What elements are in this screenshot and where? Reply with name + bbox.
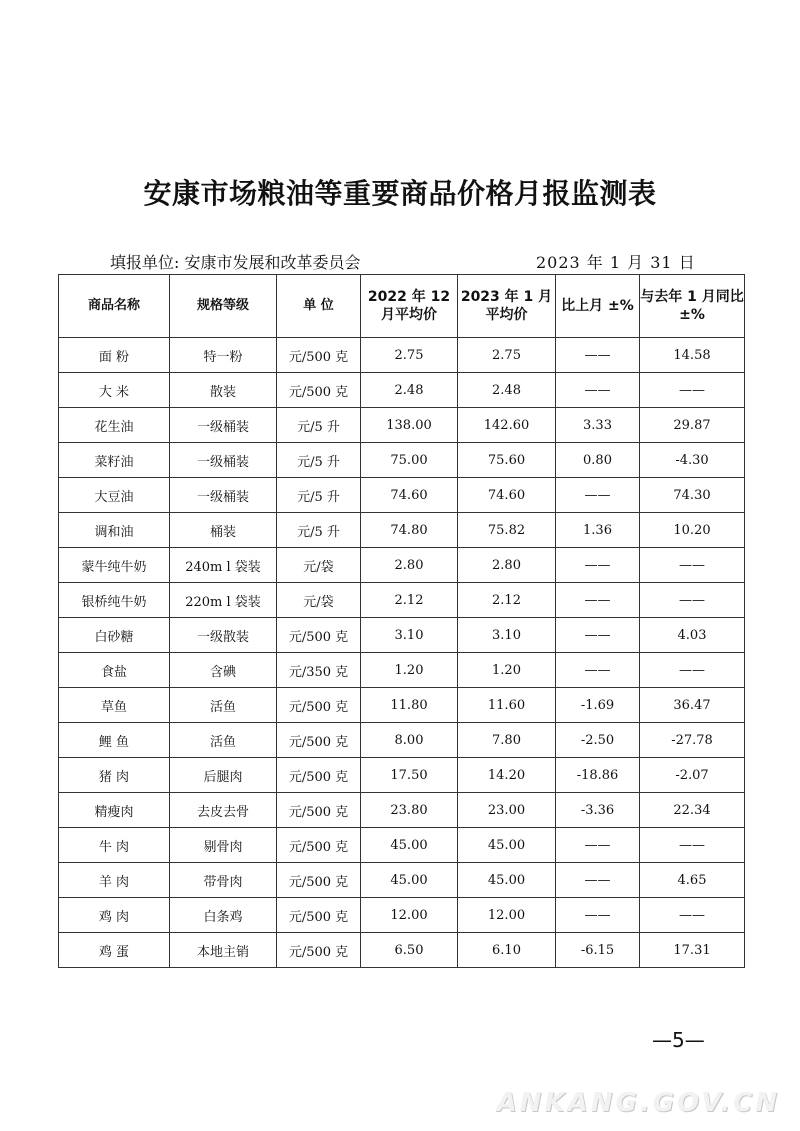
- cell-jan-2023-price: 14.20: [458, 758, 556, 793]
- cell-spec-grade: 剔骨肉: [170, 828, 277, 863]
- cell-unit: 元/500 克: [277, 898, 361, 933]
- cell-jan-2023-price: 2.48: [458, 373, 556, 408]
- cell-jan-2023-price: 45.00: [458, 863, 556, 898]
- cell-product-name: 蒙牛纯牛奶: [59, 548, 170, 583]
- cell-yoy-change: 17.31: [640, 933, 745, 968]
- cell-mom-change: -2.50: [556, 723, 640, 758]
- cell-product-name: 大豆油: [59, 478, 170, 513]
- cell-spec-grade: 一级散装: [170, 618, 277, 653]
- cell-yoy-change: 14.58: [640, 338, 745, 373]
- cell-jan-2023-price: 7.80: [458, 723, 556, 758]
- cell-mom-change: 1.36: [556, 513, 640, 548]
- cell-dec-2022-price: 1.20: [361, 653, 458, 688]
- cell-unit: 元/500 克: [277, 338, 361, 373]
- table-row: [59, 338, 745, 373]
- cell-mom-change: 3.33: [556, 408, 640, 443]
- cell-jan-2023-price: 23.00: [458, 793, 556, 828]
- cell-dec-2022-price: 17.50: [361, 758, 458, 793]
- cell-spec-grade: 220m l 袋装: [170, 583, 277, 618]
- cell-yoy-change: 4.03: [640, 618, 745, 653]
- cell-mom-change: -6.15: [556, 933, 640, 968]
- cell-jan-2023-price: 2.75: [458, 338, 556, 373]
- cell-jan-2023-price: 74.60: [458, 478, 556, 513]
- cell-yoy-change: -2.07: [640, 758, 745, 793]
- table-row: [59, 723, 745, 758]
- cell-mom-change: ——: [556, 898, 640, 933]
- header-spec-grade: 规格等级: [170, 275, 277, 338]
- cell-mom-change: ——: [556, 548, 640, 583]
- cell-jan-2023-price: 2.12: [458, 583, 556, 618]
- cell-mom-change: -18.86: [556, 758, 640, 793]
- cell-spec-grade: 特一粉: [170, 338, 277, 373]
- cell-spec-grade: 后腿肉: [170, 758, 277, 793]
- page-number: —5—: [652, 1028, 705, 1052]
- cell-yoy-change: 29.87: [640, 408, 745, 443]
- cell-dec-2022-price: 11.80: [361, 688, 458, 723]
- table-row: [59, 583, 745, 618]
- cell-unit: 元/500 克: [277, 933, 361, 968]
- cell-unit: 元/500 克: [277, 758, 361, 793]
- reporting-unit: 填报单位: 安康市发展和改革委员会: [110, 253, 361, 272]
- cell-yoy-change: ——: [640, 583, 745, 618]
- cell-jan-2023-price: 45.00: [458, 828, 556, 863]
- cell-dec-2022-price: 74.60: [361, 478, 458, 513]
- table-row: [59, 653, 745, 688]
- table-row: [59, 688, 745, 723]
- cell-jan-2023-price: 3.10: [458, 618, 556, 653]
- cell-mom-change: ——: [556, 828, 640, 863]
- cell-spec-grade: 活鱼: [170, 723, 277, 758]
- cell-mom-change: ——: [556, 478, 640, 513]
- cell-dec-2022-price: 3.10: [361, 618, 458, 653]
- cell-dec-2022-price: 2.75: [361, 338, 458, 373]
- cell-unit: 元/500 克: [277, 618, 361, 653]
- table-row: [59, 863, 745, 898]
- cell-yoy-change: 74.30: [640, 478, 745, 513]
- cell-yoy-change: 4.65: [640, 863, 745, 898]
- table-row: [59, 618, 745, 653]
- cell-dec-2022-price: 138.00: [361, 408, 458, 443]
- cell-yoy-change: -27.78: [640, 723, 745, 758]
- cell-mom-change: ——: [556, 373, 640, 408]
- cell-yoy-change: ——: [640, 548, 745, 583]
- cell-product-name: 银桥纯牛奶: [59, 583, 170, 618]
- cell-unit: 元/500 克: [277, 723, 361, 758]
- site-watermark: ANKANG.GOV.CN: [496, 1088, 780, 1118]
- cell-mom-change: ——: [556, 338, 640, 373]
- table-row: [59, 373, 745, 408]
- cell-jan-2023-price: 11.60: [458, 688, 556, 723]
- cell-unit: 元/5 升: [277, 478, 361, 513]
- cell-unit: 元/500 克: [277, 863, 361, 898]
- table-row: [59, 478, 745, 513]
- cell-jan-2023-price: 75.60: [458, 443, 556, 478]
- cell-dec-2022-price: 45.00: [361, 863, 458, 898]
- cell-dec-2022-price: 23.80: [361, 793, 458, 828]
- cell-product-name: 精瘦肉: [59, 793, 170, 828]
- header-yoy-change: 与去年 1 月同比±%: [640, 275, 745, 338]
- cell-yoy-change: 10.20: [640, 513, 745, 548]
- cell-jan-2023-price: 75.82: [458, 513, 556, 548]
- header-jan-2023-avg: 2023 年 1 月平均价: [458, 275, 556, 338]
- cell-unit: 元/500 克: [277, 793, 361, 828]
- cell-unit: 元/5 升: [277, 408, 361, 443]
- cell-unit: 元/袋: [277, 583, 361, 618]
- document-title: 安康市场粮油等重要商品价格月报监测表: [143, 177, 657, 210]
- cell-mom-change: ——: [556, 653, 640, 688]
- cell-product-name: 食盐: [59, 653, 170, 688]
- cell-unit: 元/5 升: [277, 513, 361, 548]
- cell-dec-2022-price: 45.00: [361, 828, 458, 863]
- cell-product-name: 鲤 鱼: [59, 723, 170, 758]
- cell-product-name: 大 米: [59, 373, 170, 408]
- cell-spec-grade: 含碘: [170, 653, 277, 688]
- cell-unit: 元/350 克: [277, 653, 361, 688]
- cell-unit: 元/500 克: [277, 373, 361, 408]
- table-row: [59, 793, 745, 828]
- cell-yoy-change: ——: [640, 653, 745, 688]
- cell-jan-2023-price: 6.10: [458, 933, 556, 968]
- cell-product-name: 白砂糖: [59, 618, 170, 653]
- cell-dec-2022-price: 6.50: [361, 933, 458, 968]
- report-date: 2023 年 1 月 31 日: [536, 253, 696, 272]
- cell-yoy-change: ——: [640, 373, 745, 408]
- cell-spec-grade: 去皮去骨: [170, 793, 277, 828]
- cell-mom-change: ——: [556, 618, 640, 653]
- header-mom-change: 比上月 ±%: [556, 275, 640, 338]
- table-row: [59, 513, 745, 548]
- cell-yoy-change: 36.47: [640, 688, 745, 723]
- cell-product-name: 羊 肉: [59, 863, 170, 898]
- cell-spec-grade: 240m l 袋装: [170, 548, 277, 583]
- cell-yoy-change: ——: [640, 828, 745, 863]
- cell-spec-grade: 一级桶装: [170, 478, 277, 513]
- header-product-name: 商品名称: [59, 275, 170, 338]
- cell-mom-change: -3.36: [556, 793, 640, 828]
- cell-mom-change: ——: [556, 583, 640, 618]
- cell-product-name: 草鱼: [59, 688, 170, 723]
- cell-yoy-change: ——: [640, 898, 745, 933]
- cell-unit: 元/5 升: [277, 443, 361, 478]
- cell-dec-2022-price: 8.00: [361, 723, 458, 758]
- cell-product-name: 猪 肉: [59, 758, 170, 793]
- table-row: [59, 408, 745, 443]
- cell-spec-grade: 一级桶装: [170, 443, 277, 478]
- cell-product-name: 牛 肉: [59, 828, 170, 863]
- cell-spec-grade: 散装: [170, 373, 277, 408]
- cell-dec-2022-price: 74.80: [361, 513, 458, 548]
- cell-jan-2023-price: 2.80: [458, 548, 556, 583]
- table-row: [59, 898, 745, 933]
- cell-dec-2022-price: 12.00: [361, 898, 458, 933]
- header-unit: 单 位: [277, 275, 361, 338]
- cell-product-name: 花生油: [59, 408, 170, 443]
- table-row: [59, 758, 745, 793]
- cell-mom-change: 0.80: [556, 443, 640, 478]
- cell-mom-change: -1.69: [556, 688, 640, 723]
- cell-product-name: 鸡 肉: [59, 898, 170, 933]
- cell-jan-2023-price: 142.60: [458, 408, 556, 443]
- cell-spec-grade: 桶装: [170, 513, 277, 548]
- cell-product-name: 菜籽油: [59, 443, 170, 478]
- cell-spec-grade: 活鱼: [170, 688, 277, 723]
- table-row: [59, 933, 745, 968]
- cell-dec-2022-price: 2.80: [361, 548, 458, 583]
- cell-mom-change: ——: [556, 863, 640, 898]
- cell-jan-2023-price: 12.00: [458, 898, 556, 933]
- cell-spec-grade: 带骨肉: [170, 863, 277, 898]
- cell-dec-2022-price: 2.12: [361, 583, 458, 618]
- cell-spec-grade: 一级桶装: [170, 408, 277, 443]
- cell-spec-grade: 白条鸡: [170, 898, 277, 933]
- cell-dec-2022-price: 2.48: [361, 373, 458, 408]
- cell-yoy-change: -4.30: [640, 443, 745, 478]
- cell-product-name: 调和油: [59, 513, 170, 548]
- header-dec-2022-avg: 2022 年 12 月平均价: [361, 275, 458, 338]
- cell-unit: 元/袋: [277, 548, 361, 583]
- cell-spec-grade: 本地主销: [170, 933, 277, 968]
- cell-unit: 元/500 克: [277, 688, 361, 723]
- price-table: [58, 274, 745, 968]
- cell-jan-2023-price: 1.20: [458, 653, 556, 688]
- cell-unit: 元/500 克: [277, 828, 361, 863]
- table-header-row: [59, 275, 745, 338]
- cell-product-name: 面 粉: [59, 338, 170, 373]
- table-body: [59, 338, 745, 968]
- table-row: [59, 828, 745, 863]
- cell-product-name: 鸡 蛋: [59, 933, 170, 968]
- table-row: [59, 443, 745, 478]
- cell-dec-2022-price: 75.00: [361, 443, 458, 478]
- cell-yoy-change: 22.34: [640, 793, 745, 828]
- table-row: [59, 548, 745, 583]
